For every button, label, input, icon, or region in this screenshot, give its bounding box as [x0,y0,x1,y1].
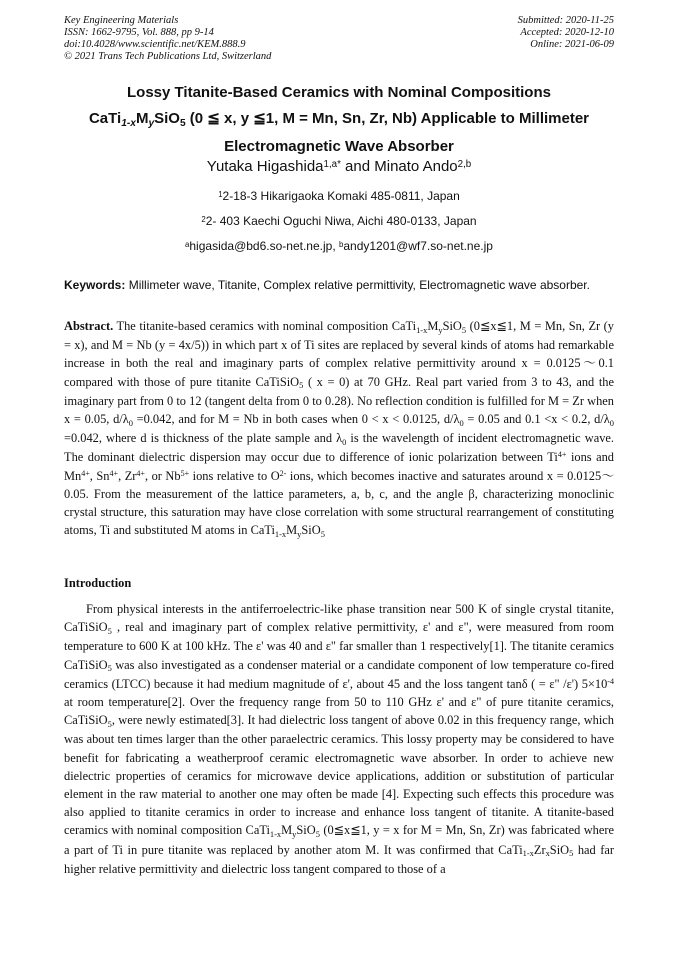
doi-line[interactable]: doi:10.4028/www.scientific.net/KEM.888.9 [64,39,246,50]
abstract: Abstract. The titanite-based ceramics with nominal composition $CaTi_{1-x}M_ySiO_5$ (0≦x≦1, M = Mn, Sn, Zr (y = x), and M = Nb (y = 4x/5)) in which part x of Ti sites are replaced by several kinds of atoms had remarkable increase in both the real and imaginary parts of complex relative permittivity around x = 0.0125～0.1 compared with those of pure titanite CaTiSiO$_5$ ( x = 0) at 70 GHz. Real part varied from 3 to 43, and the imaginary part from 0 to 12 (tangent delta from 0 to 0.28). No reflection condition is fulfilled for M = Zr when x = 0.05, $d/\lambda_0 =0.042$, and for M = Nb in both cases when 0 < x < 0.0125, $d/\lambda_0 = 0.05$ and 0.1 <x < 0.2, $d/\lambda_0 =0.042$, where d is thickness of the plate sample and $\lambda_0$ is the wavelength of incident electromagnetic wave. The dominant dielectric dispersion may occur due to difference of ionic polarization between $Ti^{4+}$ ions and $Mn^{4+}$, $Sn^{4+}$, $Zr^{4+}$, or $Nb^{5+}$ ions relative to $O^{2-}$ ions, which becomes inactive and saturates around x = 0.0125～0.05. From the measurement of the lattice parameters, a, b, c, and the angle β, characterizing monoclinic crystal structure, this saturation may have close correlation with some structural rearrangement of constituting atoms, Ti and substituted M atoms in $CaTi_{1-x}M_ySiO_5$ [64,319,615,539]
email-link-a[interactable]: higasida@bd6.so-net.ne.jp, [189,239,339,253]
dates-header [518,15,614,51]
copyright-line: © 2021 Trans Tech Publications Ltd, Switzerland [64,51,272,62]
online-date: Online: 2021-06-09 [530,39,614,50]
accepted-date: Accepted: 2020-12-10 [520,27,614,38]
email-link-b[interactable]: andy1201@wf7.so-net.ne.jp [343,239,493,253]
keywords-text: Millimeter wave, Titanite, Complex relative permittivity, Electromagnetic wave absorber. [125,278,590,292]
affiliation-1: $^1$2-18-3 Hikarigaoka Komaki 485-0811, Japan [218,189,460,203]
author-list: Yutaka Higashida$^{1,a*}$ and Minato Ando$^{2,b}$ [206,158,472,175]
affiliation-2: $^2$2- 403 Kaechi Oguchi Niwa, Aichi 480-0133, Japan [201,214,477,228]
author-emails: $^a$higasida@bd6.so-net.ne.jp, $^b$andy1201@wf7.so-net.ne.jp [185,239,493,253]
journal-name: Key Engineering Materials [64,15,179,26]
abstract-label: Abstract. [64,319,114,333]
issn-line: ISSN: 1662-9795, Vol. 888, pp 9-14 [64,27,214,38]
title-line-2: $CaTi_{1-x}M_ySiO_5$ (0 ≦ x, y ≦1, M = Mn, Sn, Zr, Nb) Applicable to Millimeter [88,110,590,130]
keywords [64,278,616,293]
keywords-label: Keywords: [64,278,126,292]
author-2: Minato Ando [374,158,458,175]
introduction-paragraph: From physical interests in the antiferroelectric-like phase transition near 500 K of single crystal titanite, CaTiSiO$_5$ , real and imaginary part of complex relative permittivity, ε' and ε", were measured from room temperature to 600 K at 100 kHz. The ε' was 40 and ε" far smaller than 1 respectively[1]. The titanite ceramics CaTiSiO$_5$ was also investigated as a condenser material or a candidate component of low temperature co-fired ceramics (LTCC) because it had medium magnitude of ε', about 45 and the loss tangent tanδ ( = ε" /ε') $5\times 10^{-4}$ at room temperature[2]. Over the frequency range from 50 to 110 GHz ε' and ε" of pure titanite ceramics, CaTiSiO$_5$, were newly estimated[3]. It had dielectric loss tangent of above 0.02 in this frequency range, which was about ten times larger than the other paraelectric ceramics. This lossy property may be considered to have benefit for fabricating a weatherproof ceramic electromagnetic wave absorber. In order to achieve new dielectric properties of ceramics for microwave device applications, addition or substitution of particular element in the raw material to another one may often be made [4]. Expecting such effects this procedure was also applied to titanite ceramics in order to increase and enhance loss tangent of titanite. A titanite-based ceramics with nominal composition $CaTi_{1-x}M_ySiO_5$ (0≦x≦1, y = x for M = Mn, Sn, Zr) was fabricated where a part of Ti in pure titanite was replaced by another atom M. It was confirmed that $CaTi_{1-x}Zr_xSiO_5$ had far higher relative permittivity and dielectric loss tangent compared to those of a [64,602,614,876]
title-line-3: Electromagnetic Wave Absorber [224,138,454,155]
author-1: Yutaka Higashida [206,158,324,175]
paper-title [40,80,638,160]
introduction-heading: Introduction [64,576,132,590]
submitted-date: Submitted: 2020-11-25 [517,15,614,26]
title-line-1: Lossy Titanite-Based Ceramics with Nominal Compositions [127,84,551,101]
journal-header [64,15,271,63]
